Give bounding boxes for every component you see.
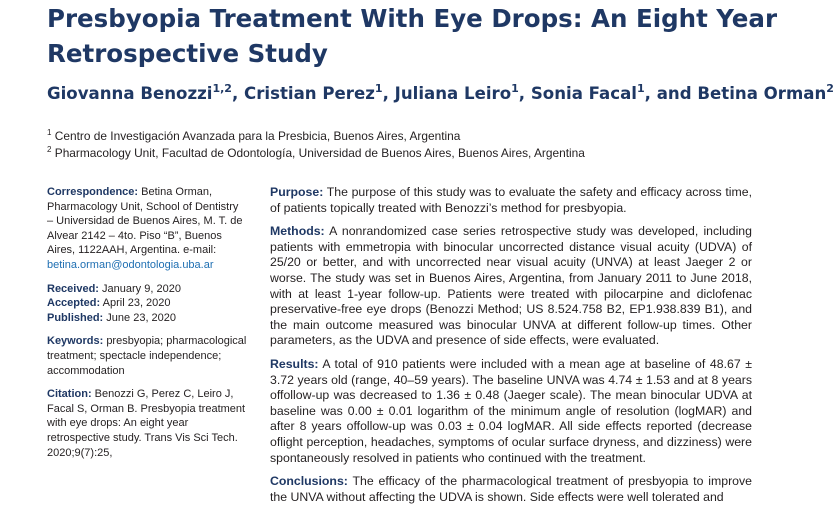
author: Cristian Perez$^1$,	[244, 82, 395, 103]
affiliations	[47, 128, 787, 162]
article-info-sidebar	[47, 185, 247, 469]
affiliation-1: $^1$ Centro de Investigación Avanzada para la Presbicia, Buenos Aires, Argentina	[47, 128, 461, 143]
received-date: Received: January 9, 2020	[47, 282, 181, 295]
author: Betina Orman$^2$	[697, 82, 834, 103]
author: Giovanna Benozzi$^{1,2}$,	[47, 82, 245, 103]
correspondence-email-link[interactable]: betina.orman@odontologia.uba.ar	[47, 258, 214, 271]
accepted-date: Accepted: April 23, 2020	[47, 297, 171, 310]
abstract-purpose: Purpose: The purpose of this study was to evaluate the safety and efficacy across time, of patients topically treated with Benozzi’s method for presbyopia.	[270, 185, 752, 215]
paper-title: Presbyopia Treatment With Eye Drops: An Eight Year Retrospective Study	[47, 4, 778, 68]
correspondence: Correspondence: Betina Orman, Pharmacology Unit, School of Dentistry – Universidad de Buenos Aires, M. T. de Alvear 2142 – 4to. Piso “B”, Buenos Aires, 1122AAH, Argentina. e-mail: betina.orman@odontologia.uba.ar	[47, 186, 243, 271]
abstract-conclusions: Conclusions: The efficacy of the pharmacological treatment of presbyopia to improve the UNVA without affecting the UDVA is shown. Side effects were well tolerated and	[270, 474, 752, 504]
affiliation-2: $^2$ Pharmacology Unit, Facultad de Odontología, Universidad de Buenos Aires, Buenos Aires, Argentina	[47, 145, 585, 160]
keywords: Keywords: presbyopia; pharmacological treatment; spectacle independence; accommodation	[47, 335, 247, 377]
abstract-results: Results: A total of 910 patients were included with a mean age at baseline of 48.67 ± 3.72 years old (range, 40–59 years). The baseline UNVA was 4.74 ± 1.53 and at 8 years offollow-up was decreased to 1.36 ± 0.48 (Jaeger scale). The mean binocular UDVA at baseline was 0.00 ± 0.01 logarithm of the minimum angle of resolution (logMAR) and after 8 years offollow-up was 0.03 ± 0.04 logMAR. All side effects reported (decrease oflight perception, headaches, symptoms of ocular surface dryness, and dizziness) were spontaneously resolved in patients who continued with the treatment.	[270, 356, 752, 465]
history-dates	[47, 282, 247, 326]
author-list	[47, 82, 834, 106]
author: Sonia Facal$^1$, and	[530, 82, 698, 103]
published-date: Published: June 23, 2020	[47, 311, 177, 324]
author: Juliana Leiro$^1$,	[394, 82, 531, 103]
abstract	[270, 185, 752, 513]
citation: Citation: Benozzi G, Perez C, Leiro J, Facal S, Orman B. Presbyopia treatment with eye drops: An eight year retrospective study. Trans Vis Sci Tech. 2020;9(7):25,	[47, 388, 246, 459]
abstract-methods: Methods: A nonrandomized case series retrospective study was developed, including patients with emmetropia with binocular uncorrected distance visual acuity (UDVA) of 25/20 or better, and with uncorrected near visual acuity (UNVA) at least Jaeger 2 or worse. The study was set in Buenos Aires, Argentina, from January 2011 to June 2018, with at least 1-year follow-up. Patients were treated with pilocarpine and diclofenac preservative-free eye drops (Benozzi Method; US 8.524.758 B2, EP1.938.839 B1), and the main outcome measured was binocular UNVA at different follow-up times. Other parameters, as the UDVA and presence of side effects, were evaluated.	[270, 224, 752, 348]
